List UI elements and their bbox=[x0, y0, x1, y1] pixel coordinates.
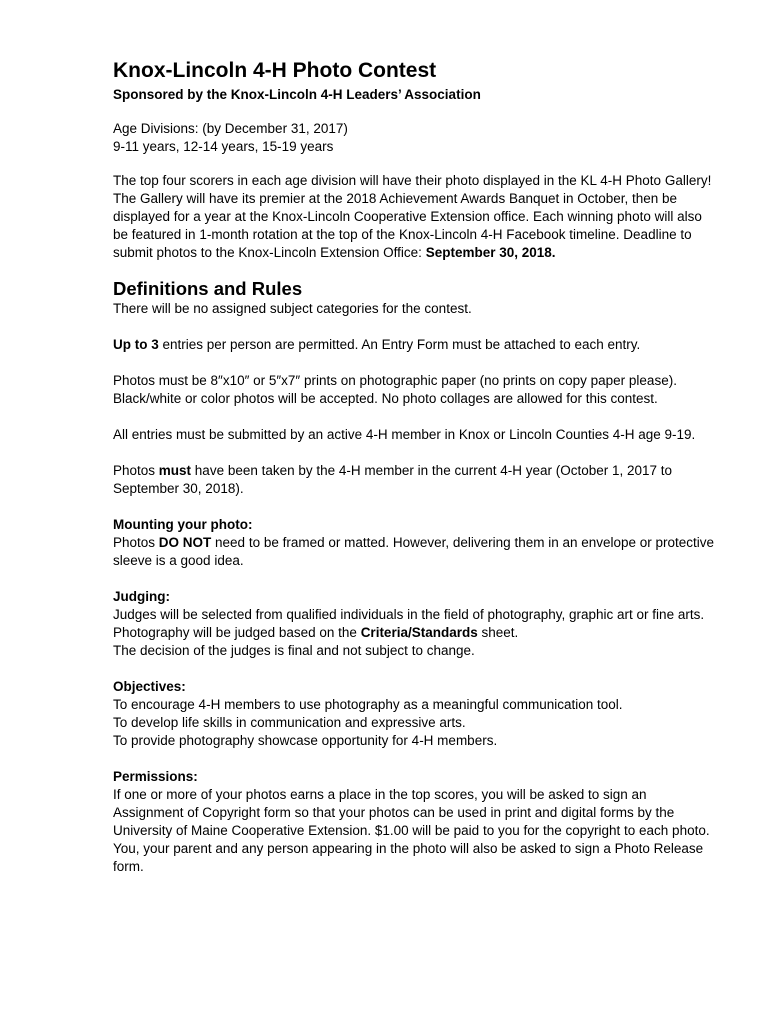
eligibility-rule: All entries must be submitted by an active 4-H member in Knox or Lincoln Counties 4-H age 9-19. bbox=[113, 427, 696, 442]
timeframe-rule bbox=[113, 462, 718, 498]
age-divisions bbox=[113, 120, 718, 156]
mounting-section bbox=[113, 516, 718, 570]
objective-item: To develop life skills in communication and expressive arts. bbox=[113, 715, 466, 730]
page-title: Knox-Lincoln 4-H Photo Contest bbox=[113, 59, 437, 82]
mounting-emphasis: DO NOT bbox=[158, 535, 212, 550]
age-divisions-list: 9-11 years, 12-14 years, 15-19 years bbox=[113, 139, 334, 154]
subjects-rule: There will be no assigned subject categories for the contest. bbox=[113, 301, 472, 316]
judging-final: The decision of the judges is final and not subject to change. bbox=[113, 643, 475, 658]
objective-item: To provide photography showcase opportunity for 4-H members. bbox=[113, 733, 498, 748]
permissions-label: Permissions: bbox=[113, 769, 198, 784]
timeframe-pre: Photos bbox=[113, 463, 159, 478]
judging-post: sheet. bbox=[477, 625, 519, 640]
judging-section bbox=[113, 588, 718, 660]
permissions-text: If one or more of your photos earns a place in the top scores, you will be asked to sign an Assignment of Copyright form so that your photos can be used in print and digital forms by the University of Maine Cooperative Extension. $1.00 will be paid to you for the copyright to each photo. You, your parent and any person appearing in the photo will also be asked to sign a Photo Release form. bbox=[113, 787, 710, 874]
mounting-pre: Photos bbox=[113, 535, 159, 550]
permissions-section bbox=[113, 768, 718, 876]
sponsor-subtitle: Sponsored by the Knox-Lincoln 4-H Leaders’ Association bbox=[113, 87, 481, 102]
entries-rule-text: entries per person are permitted. An Entry Form must be attached to each entry. bbox=[158, 337, 641, 352]
intro-paragraph bbox=[113, 172, 718, 262]
objectives-label: Objectives: bbox=[113, 679, 186, 694]
timeframe-emphasis: must bbox=[158, 463, 192, 478]
objective-item: To encourage 4-H members to use photography as a meaningful communication tool. bbox=[113, 697, 623, 712]
timeframe-post: have been taken by the 4-H member in the current 4-H year (October 1, 2017 to September 30, 2018). bbox=[113, 463, 673, 496]
deadline-date: September 30, 2018. bbox=[425, 245, 556, 260]
judging-pre: Judges will be selected from qualified individuals in the field of photography, graphic art or fine arts. Photography will be judged based on the bbox=[113, 607, 705, 640]
photo-format-rule: Photos must be 8″x10″ or 5″x7″ prints on photographic paper (no prints on copy paper please). Black/white or color photos will be accepted. No photo collages are allowed for this contest. bbox=[113, 373, 677, 406]
criteria-standards: Criteria/Standards bbox=[360, 625, 478, 640]
age-divisions-heading: Age Divisions: (by December 31, 2017) bbox=[113, 121, 348, 136]
intro-text: The top four scorers in each age division will have their photo displayed in the KL 4-H Photo Gallery! The Gallery will have its premier at the 2018 Achievement Awards Banquet in October, then be displayed for a year at the Knox-Lincoln Cooperative Extension office. Each winning photo will also be featured in 1-month rotation at the top of the Knox-Lincoln 4-H Facebook timeline. Deadline to submit photos to the Knox-Lincoln Extension Office: bbox=[113, 173, 712, 260]
mounting-label: Mounting your photo: bbox=[113, 517, 253, 532]
judging-label: Judging: bbox=[113, 589, 170, 604]
entries-rule bbox=[113, 336, 718, 354]
entries-limit: Up to 3 bbox=[113, 337, 159, 352]
rules-heading: Definitions and Rules bbox=[113, 278, 303, 299]
document-page bbox=[113, 58, 718, 876]
mounting-post: need to be framed or matted. However, delivering them in an envelope or protective sleeve is a good idea. bbox=[113, 535, 715, 568]
objectives-section bbox=[113, 678, 718, 750]
